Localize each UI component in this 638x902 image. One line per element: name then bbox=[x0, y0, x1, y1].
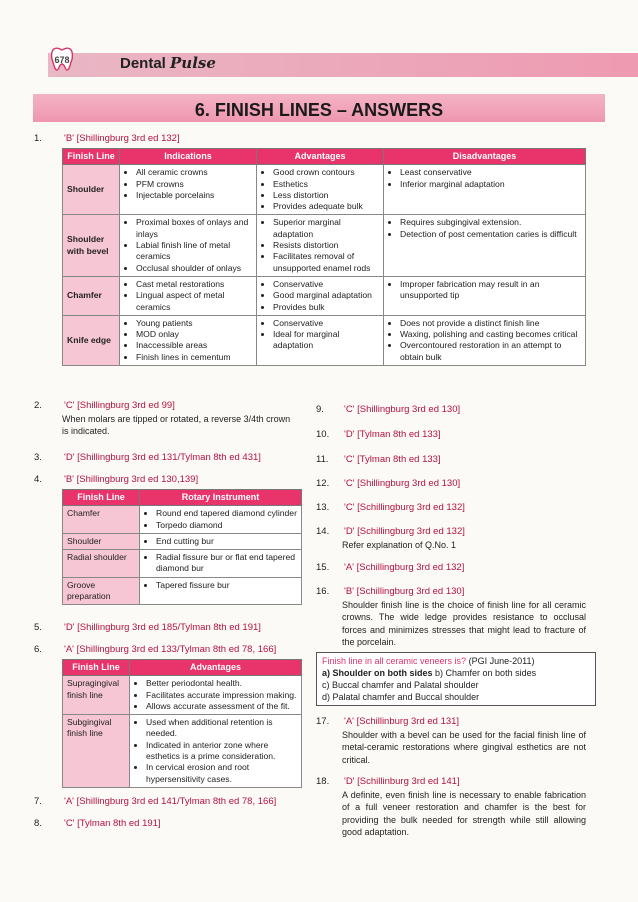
q17-text: Shoulder with a bevel can be used for the facial finish line of metal-ceramic restorations where gingival esthetics are not critical. bbox=[342, 730, 586, 765]
table-bullet: • Good marginal adaptation bbox=[273, 290, 379, 301]
pgi-option-c: c) Buccal chamfer and Palatal shoulder bbox=[322, 680, 479, 690]
table-cell-items bbox=[130, 676, 302, 715]
q2-number: 2. bbox=[34, 400, 42, 411]
q18-text: A definite, even finish line is necessary to enable fabrication of a full veneer restoration and chamfer is the best for providing the bulk needed for strength while still allowing good adaptation. bbox=[342, 790, 586, 837]
q7-reference: 'A' [Shillingburg 3rd ed 141/Tylman 8th ed 78, 166] bbox=[64, 796, 277, 807]
table-row bbox=[63, 506, 302, 534]
table-bullet: • Esthetics bbox=[273, 179, 379, 190]
table-cell-adv bbox=[257, 276, 384, 315]
table-bullet: • Lingual aspect of metal ceramics bbox=[136, 290, 252, 313]
finish-line-name: Groove preparation bbox=[63, 577, 140, 605]
table-bullet: • Less distortion bbox=[273, 190, 379, 201]
table-bullet: • Superior marginal adaptation bbox=[273, 217, 379, 240]
finish-line-name: Shoulder bbox=[63, 533, 140, 549]
table-cell-ind bbox=[120, 165, 257, 215]
table-cell-items bbox=[140, 577, 302, 605]
table-bullet: • End cutting bur bbox=[156, 536, 297, 547]
table-bullet: • Round end tapered diamond cylinder bbox=[156, 508, 297, 519]
table-cell-dis bbox=[384, 315, 586, 365]
q10-number: 10. bbox=[316, 429, 330, 440]
finish-line-name: Shoulder with bevel bbox=[63, 215, 120, 276]
q9-number: 9. bbox=[316, 404, 324, 415]
table-bullet: • PFM crowns bbox=[136, 179, 252, 190]
q12-reference: 'C' [Shillingburg 3rd ed 130] bbox=[344, 478, 461, 489]
table-cell-items bbox=[140, 533, 302, 549]
table-bullet: • Requires subgingival extension. bbox=[400, 217, 581, 228]
table-bullet: • Good crown contours bbox=[273, 167, 379, 178]
pgi-option-d: d) Palatal chamfer and Buccal shoulder bbox=[322, 692, 480, 702]
table-row bbox=[63, 276, 586, 315]
table-cell-dis bbox=[384, 215, 586, 276]
table-cell-dis bbox=[384, 276, 586, 315]
table-cell-dis bbox=[384, 165, 586, 215]
table-row bbox=[63, 577, 302, 605]
q6-header-finish: Finish Line bbox=[63, 660, 130, 676]
pgi-option-a: a) Shoulder on both sides bbox=[322, 668, 433, 678]
q15-reference: 'A' [Schillingburg 3rd ed 132] bbox=[344, 562, 465, 573]
q4-reference: 'B' [Shillingburg 3rd ed 130,139] bbox=[64, 474, 199, 485]
table-bullet: • In cervical erosion and root hypersensitivity cases. bbox=[146, 762, 297, 785]
q9-reference: 'C' [Shillingburg 3rd ed 130] bbox=[344, 404, 461, 415]
q13-reference: 'C' [Schillingburg 3rd ed 132] bbox=[344, 502, 465, 513]
q10-reference: 'D' [Tylman 8th ed 133] bbox=[344, 429, 441, 440]
table-row bbox=[63, 215, 586, 276]
q2-text: When molars are tipped or rotated, a reverse 3/4th crown is indicated. bbox=[62, 414, 291, 437]
q6-header-advantages: Advantages bbox=[130, 660, 302, 676]
table-row bbox=[63, 533, 302, 549]
q14-number: 14. bbox=[316, 526, 330, 537]
page-number: 678 bbox=[54, 55, 70, 65]
finish-line-name: Chamfer bbox=[63, 506, 140, 534]
finish-line-name: Radial shoulder bbox=[63, 550, 140, 578]
q4-number: 4. bbox=[34, 474, 42, 485]
q18-number: 18. bbox=[316, 776, 330, 787]
table-bullet: • MOD onlay bbox=[136, 329, 252, 340]
table-bullet: • Tapered fissure bur bbox=[156, 580, 297, 591]
table-bullet: • Injectable porcelains bbox=[136, 190, 252, 201]
table-bullet: • Radial fissure bur or flat end tapered diamond bur bbox=[156, 552, 297, 575]
q2-reference: 'C' [Shillingburg 3rd ed 99] bbox=[64, 400, 175, 411]
q16-reference: 'B' [Schillingburg 3rd ed 130] bbox=[344, 586, 465, 597]
q3-reference: 'D' [Shillingburg 3rd ed 131/Tylman 8th ed 431] bbox=[64, 452, 261, 463]
q1-reference: 'B' [Shillingburg 3rd ed 132] bbox=[64, 133, 180, 144]
table-bullet: • Conservative bbox=[273, 279, 379, 290]
q14-text: Refer explanation of Q.No. 1 bbox=[342, 540, 457, 550]
q1-header-disadvantages: Disadvantages bbox=[384, 149, 586, 165]
q14-reference: 'D' [Schillingburg 3rd ed 132] bbox=[344, 526, 465, 537]
q5-number: 5. bbox=[34, 622, 42, 633]
table-bullet: • Detection of post cementation caries is difficult bbox=[400, 229, 581, 240]
table-row bbox=[63, 550, 302, 578]
q6-number: 6. bbox=[34, 644, 42, 655]
q8-reference: 'C' [Tylman 8th ed 191] bbox=[64, 818, 161, 829]
page-title: 6. FINISH LINES – ANSWERS bbox=[194, 100, 444, 120]
q13-number: 13. bbox=[316, 502, 330, 513]
table-bullet: • Conservative bbox=[273, 318, 379, 329]
table-bullet: • All ceramic crowns bbox=[136, 167, 252, 178]
q11-number: 11. bbox=[316, 454, 329, 465]
q15-number: 15. bbox=[316, 562, 330, 573]
table-bullet: • Labial finish line of metal ceramics bbox=[136, 240, 252, 263]
table-cell-adv bbox=[257, 165, 384, 215]
table-cell-items bbox=[130, 715, 302, 788]
table-bullet: • Waxing, polishing and casting becomes critical bbox=[400, 329, 581, 340]
q16-text: Shoulder finish line is the choice of finish line for all ceramic crowns. The wide ledge provides resistance to occlusal forces and minimizes stresses that might lead to fracture of the porcelain. bbox=[342, 600, 586, 647]
table-bullet: • Allows accurate assessment of the fit. bbox=[146, 701, 297, 712]
table-bullet: • Ideal for marginal adaptation bbox=[273, 329, 379, 352]
q5-reference: 'D' [Shillingburg 3rd ed 185/Tylman 8th ed 191] bbox=[64, 622, 261, 633]
table-bullet: • Proximal boxes of onlays and inlays bbox=[136, 217, 252, 240]
finish-line-name: Shoulder bbox=[63, 165, 120, 215]
table-cell-ind bbox=[120, 315, 257, 365]
table-bullet: • Finish lines in cementum bbox=[136, 352, 252, 363]
table-bullet: • Indicated in anterior zone where esthetics is a prime consideration. bbox=[146, 740, 297, 763]
q4-header-finish: Finish Line bbox=[63, 490, 140, 506]
pgi-option-b: b) Chamfer on both sides bbox=[435, 668, 537, 678]
table-bullet: • Occlusal shoulder of onlays bbox=[136, 263, 252, 274]
q16-number: 16. bbox=[316, 586, 330, 597]
table-bullet: • Overcontoured restoration in an attempt to obtain bulk bbox=[400, 340, 581, 363]
table-bullet: • Resists distortion bbox=[273, 240, 379, 251]
q3-number: 3. bbox=[34, 452, 42, 463]
q4-table bbox=[62, 489, 302, 605]
q1-number: 1. bbox=[34, 133, 42, 144]
q11-reference: 'C' [Tylman 8th ed 133] bbox=[344, 454, 441, 465]
q6-reference: 'A' [Shillingburg 3rd ed 133/Tylman 8th ed 78, 166] bbox=[64, 644, 277, 655]
table-cell-adv bbox=[257, 315, 384, 365]
table-cell-ind bbox=[120, 215, 257, 276]
finish-line-name: Supragingival finish line bbox=[63, 676, 130, 715]
q17-number: 17. bbox=[316, 716, 330, 727]
table-cell-items bbox=[140, 506, 302, 534]
finish-line-name: Knife edge bbox=[63, 315, 120, 365]
table-cell-items bbox=[140, 550, 302, 578]
table-bullet: • Cast metal restorations bbox=[136, 279, 252, 290]
table-row bbox=[63, 165, 586, 215]
table-bullet: • Better periodontal health. bbox=[146, 678, 297, 689]
table-bullet: • Least conservative bbox=[400, 167, 581, 178]
table-bullet: • Used when additional retention is needed. bbox=[146, 717, 297, 740]
q18-reference: 'D' [Schillinburg 3rd ed 141] bbox=[344, 776, 460, 787]
q8-number: 8. bbox=[34, 818, 42, 829]
table-bullet: • Improper fabrication may result in an unsupported tip bbox=[400, 279, 581, 302]
q6-table bbox=[62, 659, 302, 788]
pgi-source: (PGI June-2011) bbox=[468, 656, 535, 666]
table-cell-ind bbox=[120, 276, 257, 315]
table-bullet: • Facilitates removal of unsupported enamel rods bbox=[273, 251, 379, 274]
table-bullet: • Torpedo diamond bbox=[156, 520, 297, 531]
q1-header-indications: Indications bbox=[120, 149, 257, 165]
finish-line-name: Subgingival finish line bbox=[63, 715, 130, 788]
table-bullet: • Inaccessible areas bbox=[136, 340, 252, 351]
table-row bbox=[63, 676, 302, 715]
q17-reference: 'A' [Schillinburg 3rd ed 131] bbox=[344, 716, 460, 727]
finish-line-name: Chamfer bbox=[63, 276, 120, 315]
brand-title: Dental Pulse bbox=[120, 54, 216, 72]
q12-number: 12. bbox=[316, 478, 330, 489]
q4-header-instrument: Rotary Instrument bbox=[140, 490, 302, 506]
table-bullet: • Young patients bbox=[136, 318, 252, 329]
table-row bbox=[63, 315, 586, 365]
table-bullet: • Provides adequate bulk bbox=[273, 201, 379, 212]
q7-number: 7. bbox=[34, 796, 42, 807]
table-bullet: • Inferior marginal adaptation bbox=[400, 179, 581, 190]
table-cell-adv bbox=[257, 215, 384, 276]
table-bullet: • Does not provide a distinct finish line bbox=[400, 318, 581, 329]
q1-header-finish: Finish Line bbox=[63, 149, 120, 165]
q1-header-advantages: Advantages bbox=[257, 149, 384, 165]
q1-table bbox=[62, 148, 586, 366]
pgi-question-box bbox=[316, 652, 596, 706]
table-bullet: • Provides bulk bbox=[273, 302, 379, 313]
table-row bbox=[63, 715, 302, 788]
table-bullet: • Facilitates accurate impression making. bbox=[146, 690, 297, 701]
pgi-question: Finish line in all ceramic veneers is? bbox=[322, 656, 467, 666]
